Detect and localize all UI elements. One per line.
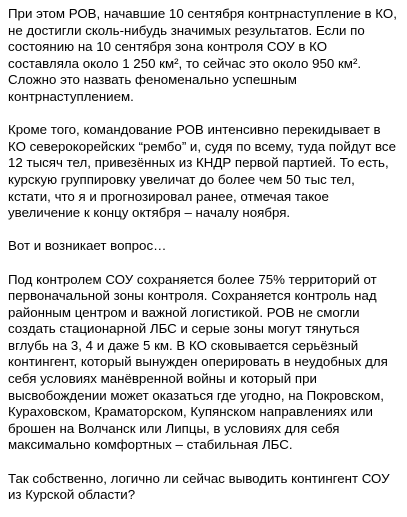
message-paragraph-5: Так собственно, логично ли сейчас выводить контингент СОУ из Курской области? [8, 470, 390, 503]
message-paragraph-2: Кроме того, командование РОВ интенсивно перекидывает в КО северокорейских “рембо” и, судя по всему, туда пойдут все 12 тысяч тел, привезённых из КНДР первой партией. То есть, курскую группировку увеличат до более чем 50 тыс тел, кстати, что я и прогнозировал ранее, отмечая такое увеличение к концу октября – началу ноября. [8, 122, 396, 221]
message-paragraph-1: При этом РОВ, начавшие 10 сентября контрнаступление в КО, не достигли сколь-нибудь значимых результатов. Если по состоянию на 10 сентября зона контроля СОУ в КО составляла около 1 250 км², то сейчас это около 950 км². Сложно это назвать феноменально успешным контрнаступлением. [8, 6, 397, 104]
message-paragraph-3: Вот и возникает вопрос… [8, 238, 167, 254]
message-paragraph-4: Под контролем СОУ сохраняется более 75% территорий от первоначальной зоны контроля. Сохраняется контроль над районным центром и важной логистикой. РОВ не смогли создать стационарной ЛБС и серые зоны могут тянуться вглубь на 3, 4 и даже 5 км. В КО сковывается серьёзный контингент, который вынужден оперировать в неудобных для себя условиях манёвренной войны и который при высвобождении может оказаться где угодно, на Покровском, Кураховском, Краматорском, Купянском направлениях или брошен на Волчанск или Липцы, в условиях для себя максимально комфортных – стабильная ЛБС. [8, 271, 388, 453]
